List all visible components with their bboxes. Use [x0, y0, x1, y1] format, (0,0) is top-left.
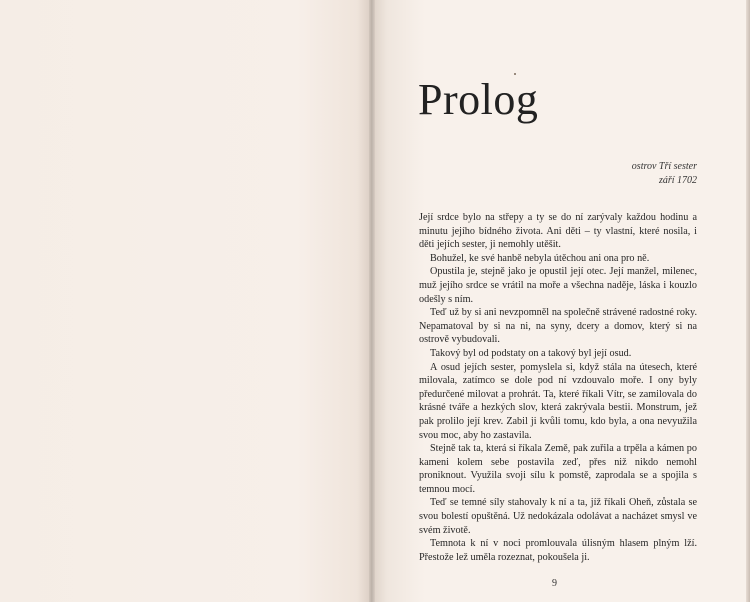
paragraph: Teď už by si ani nevzpomněl na společně strávené radostné roky. Nepamatoval by si na ni, na syny, dcery a domov, který si na ostrově vybudovali.	[419, 307, 697, 346]
paragraph: Její srdce bylo na střepy a ty se do ní zarývaly každou hodinu a minutu jejího bídného života. Ani děti – ty vlastní, které nosila, i děti jejích sester, ji nemohly utěšit.	[419, 212, 697, 251]
left-page	[0, 0, 372, 602]
chapter-title: Prolog	[418, 75, 539, 124]
paragraph: A osud jejích sester, pomyslela si, když stála na útesech, které milovala, zatímco se dole pod ní vzdouvalo moře. I ony byly předurčené milovat a prohrát. Ta, které říkali Vítr, se zamilovala do krásné tváře a hezkých slov, která zakrývala bestii. Monstrum, jež pak prolilo její krev. Zabil ji kvůli tomu, kdo byla, a ona nevyužila svou moc, aby ho zastavila.	[419, 361, 697, 441]
paragraph: Stejně tak ta, která si říkala Země, pak zuřila a trpěla a kámen po kameni kolem sebe postavila zeď, přes niž nikdo nemohl proniknout. Využila svoji sílu k pomstě, zaprodala se a spojila s temnou mocí.	[419, 443, 697, 495]
paragraph: Takový byl od podstaty on a takový byl její osud.	[430, 347, 632, 359]
paragraph: Opustila je, stejně jako je opustil její otec. Její manžel, milenec, muž jejího srdce se vrátil na moře a všechna naděje, láska i kouzlo odešly s ním.	[419, 266, 697, 305]
paragraph: Temnota k ní v noci promlouvala úlisným hlasem plným lží. Přestože lež uměla rozeznat, pokoušela ji.	[419, 538, 697, 563]
book-gutter	[369, 0, 375, 602]
epigraph-date: září 1702	[658, 175, 697, 186]
page-edge	[746, 0, 750, 602]
epigraph	[632, 160, 697, 188]
paragraph: Bohužel, ke své hanbě nebyla útěchou ani ona pro ně.	[430, 252, 650, 264]
page-number: 9	[552, 578, 557, 589]
epigraph-location: ostrov Tří sester	[631, 161, 697, 172]
paragraph: Teď se temné síly stahovaly k ní a ta, jíž říkali Oheň, zůstala se svou bolestí opuštěná. Už nedokázala odolávat a nacházet smysl ve svém životě.	[419, 497, 697, 536]
body-text	[419, 211, 697, 564]
